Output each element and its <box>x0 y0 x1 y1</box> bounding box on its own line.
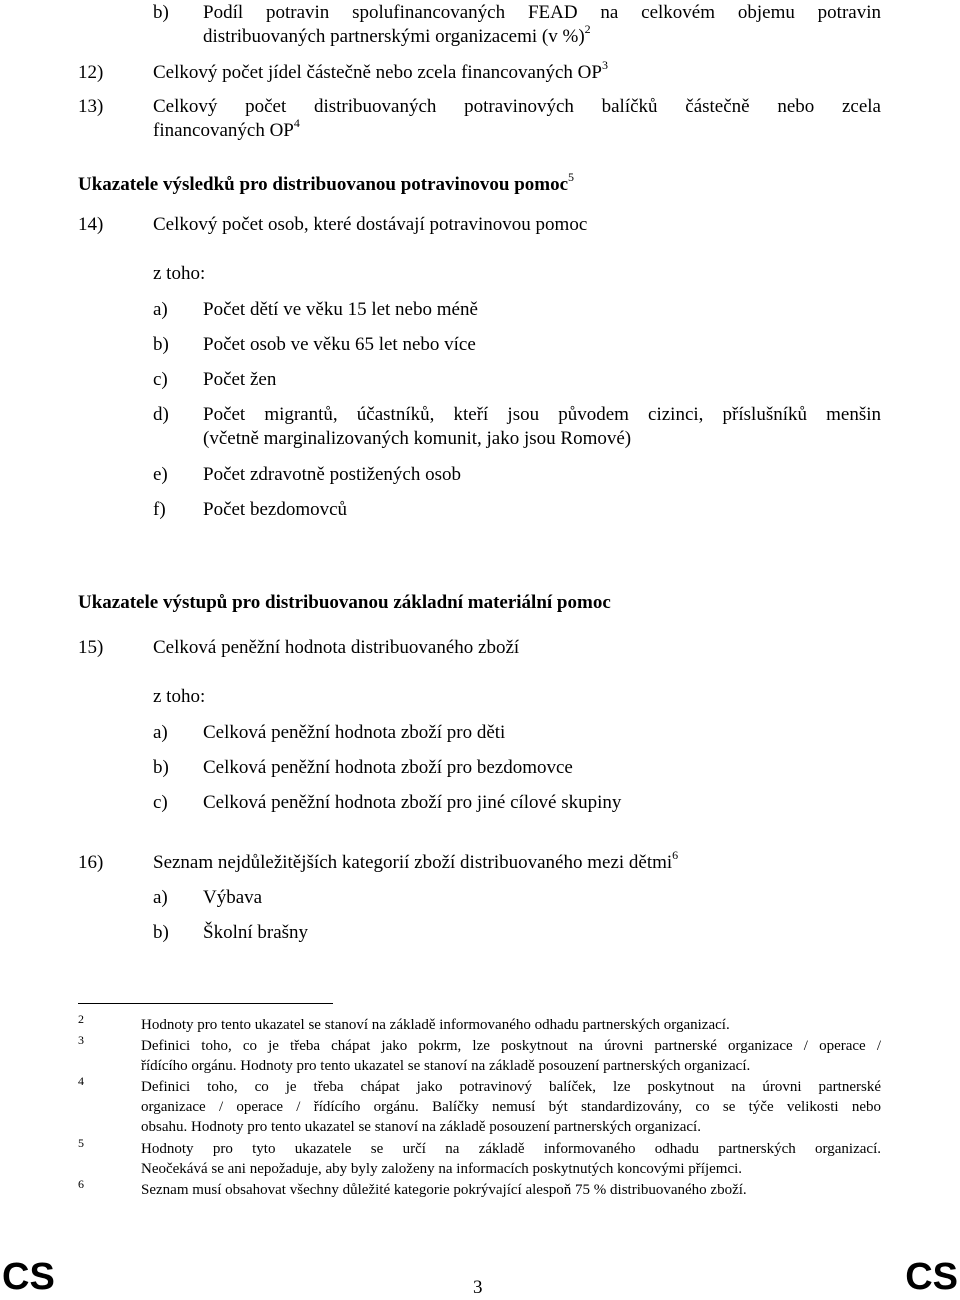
subitem-text: Počet žen <box>203 369 277 390</box>
item-text: Celková peněžní hodnota distribuovaného zboží <box>153 637 520 658</box>
subitem-label: c) <box>153 792 168 813</box>
footnote-text: organizace / operace / řídícího orgánu. Balíčky nemusí být standardizovány, co se týče velikosti nebo <box>141 1099 881 1115</box>
item-number: 16) <box>78 852 104 873</box>
subitem-label: a) <box>153 722 168 743</box>
subitem-text: Školní brašny <box>203 922 309 943</box>
footnote-text: Definici toho, co je třeba chápat jako potravinový balíček, lze poskytnout na úrovni partnerské <box>141 1079 881 1095</box>
subitem-label: a) <box>153 299 168 320</box>
section-heading <box>78 169 575 197</box>
subitem-text-line: Podíl potravin spolufinancovaných FEAD na celkovém objemu potravin <box>203 2 881 23</box>
item-text-line <box>153 115 300 143</box>
subitem-label: d) <box>153 404 169 425</box>
subitem-text: Počet osob ve věku 65 let nebo více <box>203 334 476 355</box>
subitem-text: Počet zdravotně postižených osob <box>203 464 462 485</box>
footnote-ref: 6 <box>672 847 679 862</box>
footnote-ref: 2 <box>584 21 591 36</box>
of-which-label: z toho: <box>153 263 206 284</box>
subitem-label: c) <box>153 369 168 390</box>
footnote-text: Neočekává se ani nepožaduje, aby byly založeny na informacích poskytnutých koncovými příjemci. <box>141 1161 743 1177</box>
subitem-label: a) <box>153 887 168 908</box>
footnote-text: Definici toho, co je třeba chápat jako pokrm, lze poskytnout na úrovni partnerské organizace / operace / <box>141 1038 881 1054</box>
footnote-number: 5 <box>78 1136 84 1150</box>
section-heading: Ukazatele výstupů pro distribuovanou základní materiální pomoc <box>78 592 611 613</box>
footnote-separator <box>78 1003 333 1004</box>
footer-language-right: CS <box>905 1256 958 1298</box>
item-number: 13) <box>78 96 104 117</box>
item-text <box>153 847 679 875</box>
item-text <box>153 57 608 85</box>
section-heading-text: Ukazatele výsledků pro distribuovanou potravinovou pomoc <box>78 174 569 195</box>
subitem-label: b) <box>153 334 169 355</box>
footnote-text: řídícího orgánu. Hodnoty pro tento ukazatel se stanoví na základě posouzení partnerských organizací. <box>141 1058 751 1074</box>
footer-language-left: CS <box>2 1256 55 1298</box>
item-text: Celkový počet osob, které dostávají potravinovou pomoc <box>153 214 588 235</box>
item-text-content: Celkový počet jídel částečně nebo zcela financovaných OP <box>153 62 602 83</box>
footnote-ref: 5 <box>568 169 575 184</box>
subitem-text-line <box>203 21 591 49</box>
footnote-number: 6 <box>78 1177 84 1191</box>
footnote-ref: 4 <box>293 115 300 130</box>
subitem-label: b) <box>153 757 169 778</box>
footnote-number: 2 <box>78 1012 84 1026</box>
subitem-label: b) <box>153 2 169 23</box>
footnote-number: 3 <box>78 1033 84 1047</box>
item-text-content: financovaných OP <box>153 120 294 141</box>
subitem-text: Výbava <box>203 887 263 908</box>
subitem-text: Celková peněžní hodnota zboží pro jiné cílové skupiny <box>203 792 622 813</box>
item-number: 14) <box>78 214 104 235</box>
subitem-text: Celková peněžní hodnota zboží pro děti <box>203 722 506 743</box>
subitem-label: b) <box>153 922 169 943</box>
subitem-label: f) <box>153 499 166 520</box>
subitem-label: e) <box>153 464 168 485</box>
page-number: 3 <box>473 1277 483 1298</box>
of-which-label: z toho: <box>153 686 206 707</box>
item-text-line: Celkový počet distribuovaných potravinových balíčků částečně nebo zcela <box>153 96 881 117</box>
subitem-text-line: (včetně marginalizovaných komunit, jako jsou Romové) <box>203 428 632 449</box>
subitem-text: distribuovaných partnerskými organizacemi (v %) <box>203 26 585 47</box>
footnote-ref: 3 <box>601 57 608 72</box>
footnote-text: Hodnoty pro tyto ukazatele se určí na základě informovaného odhadu partnerských organizací. <box>141 1141 881 1157</box>
subitem-text: Počet dětí ve věku 15 let nebo méně <box>203 299 478 320</box>
subitem-text: Počet bezdomovců <box>203 499 348 520</box>
footnote-text: Hodnoty pro tento ukazatel se stanoví na základě informovaného odhadu partnerských organizací. <box>141 1017 730 1033</box>
item-number: 15) <box>78 637 104 658</box>
footnote-number: 4 <box>78 1074 84 1088</box>
item-number: 12) <box>78 62 104 83</box>
item-text-content: Seznam nejdůležitějších kategorií zboží distribuovaného mezi dětmi <box>153 852 673 873</box>
footnote-text: Seznam musí obsahovat všechny důležité kategorie pokrývající alespoň 75 % distribuovaného zboží. <box>141 1182 747 1198</box>
subitem-text-line: Počet migrantů, účastníků, kteří jsou původem cizinci, příslušníků menšin <box>203 404 881 425</box>
subitem-text: Celková peněžní hodnota zboží pro bezdomovce <box>203 757 573 778</box>
footnote-text: obsahu. Hodnoty pro tento ukazatel se stanoví na základě posouzení partnerských organizací. <box>141 1119 701 1135</box>
